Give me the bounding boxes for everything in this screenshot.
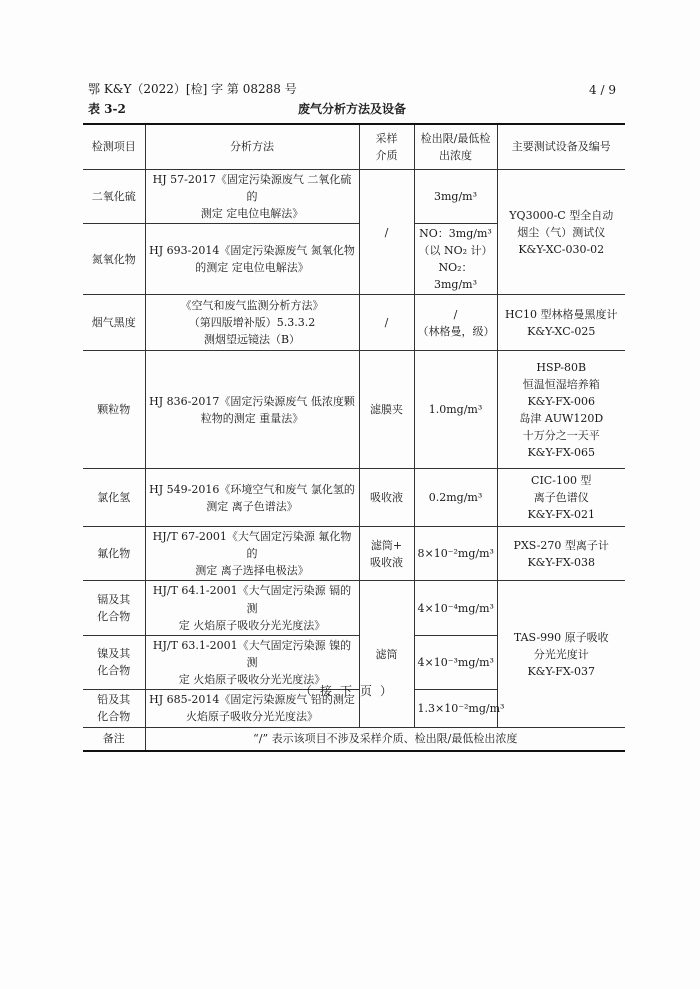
medium-cell: 滤膜夹 <box>359 351 414 469</box>
equipment-cell: HC10 型林格曼黑度计 K&Y-XC-025 <box>497 295 625 351</box>
table-row <box>83 581 625 635</box>
limit-cell: 0.2mg/m³ <box>414 469 497 527</box>
table-row <box>83 170 625 224</box>
item-cell: 氮氧化物 <box>83 224 145 295</box>
limit-cell: 4×10⁻³mg/m³ <box>414 635 497 689</box>
item-cell: 镉及其 化合物 <box>83 581 145 635</box>
table-row <box>83 469 625 527</box>
medium-cell: 滤筒 <box>359 581 414 727</box>
medium-cell: / <box>359 295 414 351</box>
item-cell: 镍及其 化合物 <box>83 635 145 689</box>
page-number: 4 / 9 <box>589 83 616 97</box>
table-number: 表 3-2 <box>88 102 126 116</box>
remark-label: 备注 <box>83 727 145 751</box>
equipment-cell: TAS-990 原子吸收 分光光度计 K&Y-FX-037 <box>497 581 625 727</box>
medium-cell: 吸收液 <box>359 469 414 527</box>
method-cell: HJ 836-2017《固定污染源废气 低浓度颗 粒物的测定 重量法》 <box>145 351 359 469</box>
table-title: 废气分析方法及设备 <box>297 102 406 116</box>
method-cell: HJ 685-2014《固定污染源废气 铅的测定 火焰原子吸收分光光度法》 <box>145 689 359 727</box>
method-cell: 《空气和废气监测分析方法》 （第四版增补版）5.3.3.2 测烟望远镜法（B） <box>145 295 359 351</box>
item-cell: 烟气黑度 <box>83 295 145 351</box>
limit-cell: 3mg/m³ <box>414 170 497 224</box>
limit-cell: 4×10⁻⁴mg/m³ <box>414 581 497 635</box>
limit-cell: / （林格曼，级） <box>414 295 497 351</box>
document-id: 鄂 K&Y（2022）[检] 字 第 08288 号 <box>88 82 297 96</box>
table-row <box>83 527 625 581</box>
medium-cell: / <box>359 170 414 295</box>
header-method: 分析方法 <box>145 124 359 170</box>
item-cell: 氟化物 <box>83 527 145 581</box>
item-cell: 颗粒物 <box>83 351 145 469</box>
remark-row <box>83 727 625 751</box>
page-header <box>88 80 616 97</box>
limit-cell: 1.0mg/m³ <box>414 351 497 469</box>
header-equipment: 主要测试设备及编号 <box>497 124 625 170</box>
limit-cell: 1.3×10⁻²mg/m³ <box>414 689 497 727</box>
limit-cell: NO：3mg/m³ （以 NO₂ 计） NO₂：3mg/m³ <box>414 224 497 295</box>
equipment-cell: CIC-100 型 离子色谱仪 K&Y-FX-021 <box>497 469 625 527</box>
method-cell: HJ/T 64.1-2001《大气固定污染源 镉的测 定 火焰原子吸收分光光度法》 <box>145 581 359 635</box>
method-cell: HJ 549-2016《环境空气和废气 氯化氢的 测定 离子色谱法》 <box>145 469 359 527</box>
medium-cell: 滤筒+ 吸收液 <box>359 527 414 581</box>
header-medium: 采样 介质 <box>359 124 414 170</box>
table-row <box>83 295 625 351</box>
remark-text: “/” 表示该项目不涉及采样介质、检出限/最低检出浓度 <box>145 727 625 751</box>
equipment-cell: YQ3000-C 型全自动 烟尘（气）测试仪 K&Y-XC-030-02 <box>497 170 625 295</box>
item-cell: 氯化氢 <box>83 469 145 527</box>
table-row <box>83 351 625 469</box>
header-limit: 检出限/最低检 出浓度 <box>414 124 497 170</box>
table-header-row <box>83 124 625 170</box>
method-cell: HJ 57-2017《固定污染源废气 二氧化硫的 测定 定电位电解法》 <box>145 170 359 224</box>
analysis-methods-table <box>83 123 625 752</box>
equipment-cell: HSP-80B 恒温恒湿培养箱 K&Y-FX-006 岛津 AUW120D 十万分之一天平 K&Y-FX-065 <box>497 351 625 469</box>
continued-footer: （接下页） <box>299 684 400 698</box>
method-cell: HJ/T 63.1-2001《大气固定污染源 镍的测 定 火焰原子吸收分光光度法》 <box>145 635 359 689</box>
item-cell: 二氧化硫 <box>83 170 145 224</box>
equipment-cell: PXS-270 型离子计 K&Y-FX-038 <box>497 527 625 581</box>
method-cell: HJ 693-2014《固定污染源废气 氮氧化物 的测定 定电位电解法》 <box>145 224 359 295</box>
header-item: 检测项目 <box>83 124 145 170</box>
limit-cell: 8×10⁻²mg/m³ <box>414 527 497 581</box>
method-cell: HJ/T 67-2001《大气固定污染源 氟化物的 测定 离子选择电极法》 <box>145 527 359 581</box>
item-cell: 铅及其 化合物 <box>83 689 145 727</box>
